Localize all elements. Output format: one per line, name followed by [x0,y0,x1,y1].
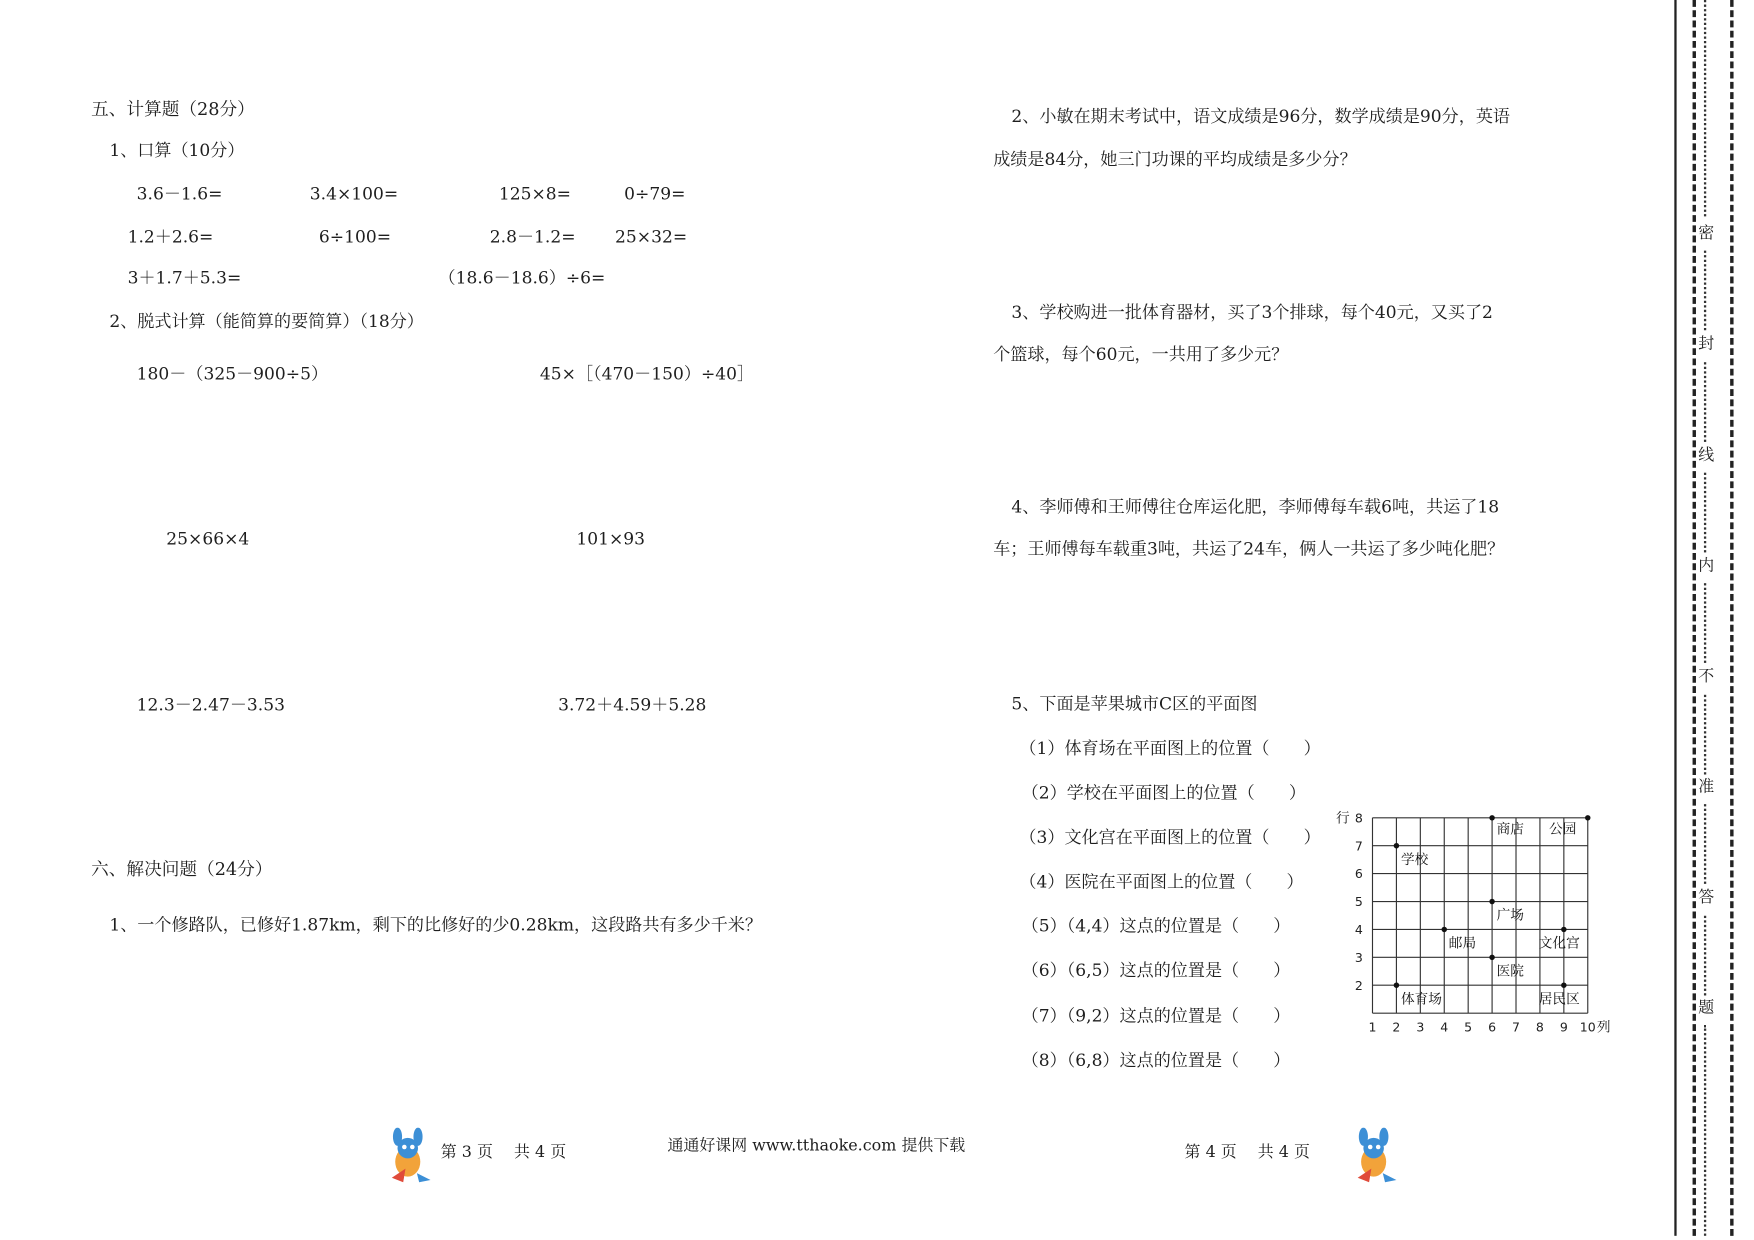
seal-dots [1704,916,1711,996]
row-tick-label: 8 [1354,810,1363,826]
problem-5-item: （7）（9,2）这点的位置是（ ） [1021,1005,1291,1027]
place-label: 居民区 [1538,991,1580,1008]
place-point [1489,815,1494,820]
problem-1: 1、一个修路队，已修好1.87km，剩下的比修好的少0.28km，这段路共有多少千米？ [109,914,762,936]
problem-5-title: 5、下面是苹果城市C区的平面图 [1011,693,1258,715]
place-label: 商店 [1496,821,1524,838]
problem-5-item: （8）（6,8）这点的位置是（ ） [1021,1050,1291,1071]
oral-item: 25×32= [615,226,688,248]
place-point [1442,927,1447,932]
oral-item: 1.2＋2.6= [127,226,214,248]
place-point [1561,983,1566,988]
problem-2-line1: 2、小敏在期末考试中，语文成绩是96分，数学成绩是90分，英语 [1011,105,1511,127]
problem-3-line1: 3、学校购进一批体育器材，买了3个排球，每个40元，又买了2 [1011,301,1493,323]
section5-title: 五、计算题（28分） [91,99,255,120]
seal-char: 封 [1698,334,1715,354]
col-tick-label: 2 [1392,1019,1401,1035]
problem-2-line2: 成绩是84分，她三门功课的平均成绩是多少分？ [993,149,1357,170]
stepwise-item: 101×93 [576,528,646,549]
row-tick-label: 2 [1354,977,1363,993]
stepwise-item: 180－（325－900÷5） [136,363,329,384]
seal-char: 准 [1698,777,1715,797]
row-tick-label: 4 [1354,921,1363,937]
col-tick-label: 1 [1368,1019,1377,1035]
seal-dots [1704,473,1711,553]
col-axis-label: 列 [1596,1019,1611,1036]
place-label: 邮局 [1448,935,1477,952]
seal-dots [1704,0,1711,216]
place-point [1394,983,1399,988]
binding-dashed-line [1730,0,1733,1236]
stepwise-item: 12.3－2.47－3.53 [136,694,285,716]
stepwise-item: 45×［（470－150）÷40］ [539,363,755,384]
right-page-number: 第 4 页 共 4 页 [1184,1143,1310,1162]
row-tick-label: 3 [1354,949,1363,965]
section6-title: 六、解决问题（24分） [91,858,273,880]
oral-calc-title: 1、口算（10分） [109,140,245,161]
problem-4-line1: 4、李师傅和王师傅往仓库运化肥，李师傅每车载6吨，共运了18 [1011,496,1500,518]
stepwise-item: 25×66×4 [166,528,250,549]
seal-dots [1704,583,1711,663]
oral-item: 6÷100= [318,226,392,248]
problem-4-line2: 车；王师傅每车载重3吨，共运了24车，俩人一共运了多少吨化肥？ [993,538,1505,560]
footer-source: 通通好课网 www.tthaoke.com 提供下载 [667,1136,966,1155]
place-point [1585,815,1590,820]
row-tick-label: 6 [1354,866,1363,882]
col-tick-label: 10 [1579,1019,1596,1035]
oral-item: 2.8－1.2= [489,226,576,248]
mascot-icon [1346,1128,1401,1185]
problem-5-item: （6）（6,5）这点的位置是（ ） [1021,960,1291,981]
place-label: 广场 [1496,907,1524,924]
stepwise-item: 3.72＋4.59＋5.28 [558,694,707,716]
seal-char: 线 [1698,446,1715,465]
mascot-icon [383,1128,438,1185]
place-point [1561,927,1566,932]
col-tick-label: 7 [1512,1019,1520,1035]
seal-dots [1704,804,1711,884]
seal-char: 答 [1698,888,1715,907]
place-point [1489,899,1494,904]
col-tick-label: 4 [1440,1019,1449,1035]
place-point [1489,955,1494,960]
oral-item: 0÷79= [624,183,686,204]
col-tick-label: 6 [1488,1019,1497,1035]
seal-char: 题 [1698,998,1715,1018]
city-map-grid [1330,806,1626,1034]
problem-5-item: （5）（4,4）这点的位置是（ ） [1021,915,1291,937]
problem-5-item: （4）医院在平面图上的位置（ ） [1019,871,1304,892]
problem-5-item: （2）学校在平面图上的位置（ ） [1021,782,1306,803]
problem-5-item: （3）文化宫在平面图上的位置（ ） [1019,826,1321,848]
seal-dots [1704,362,1711,442]
oral-item: 3.6－1.6= [136,183,223,204]
place-label: 医院 [1496,963,1524,980]
row-tick-label: 7 [1354,838,1363,854]
seal-char: 内 [1698,556,1715,576]
oral-item: （18.6－18.6）÷6= [438,267,606,289]
problem-5-item: （1）体育场在平面图上的位置（ ） [1019,738,1321,759]
col-tick-label: 3 [1416,1019,1425,1035]
place-point [1394,843,1399,848]
binding-dashed-line [1693,0,1696,1236]
seal-char: 不 [1698,667,1715,686]
left-page-number: 第 3 页 共 4 页 [440,1143,567,1162]
oral-item: 3＋1.7＋5.3= [127,267,242,289]
oral-item: 125×8= [498,183,571,204]
place-label: 文化宫 [1538,935,1580,952]
place-label: 体育场 [1400,991,1442,1008]
stepwise-calc-title: 2、脱式计算（能简算的要简算）（18分） [109,310,424,332]
col-tick-label: 8 [1535,1019,1544,1035]
seal-char: 密 [1698,224,1715,243]
col-tick-label: 5 [1464,1019,1473,1035]
seal-dots [1704,695,1711,775]
problem-3-line2: 个篮球，每个60元，一共用了多少元？ [993,343,1289,365]
col-tick-label: 9 [1559,1019,1568,1035]
place-label: 公园 [1549,821,1577,838]
place-label: 学校 [1400,851,1429,868]
seal-dots [1704,1025,1711,1236]
binding-solid-line [1674,0,1676,1236]
seal-dots [1704,251,1711,331]
oral-item: 3.4×100= [309,183,399,204]
row-tick-label: 5 [1354,894,1363,910]
row-axis-label: 行 [1336,810,1350,827]
